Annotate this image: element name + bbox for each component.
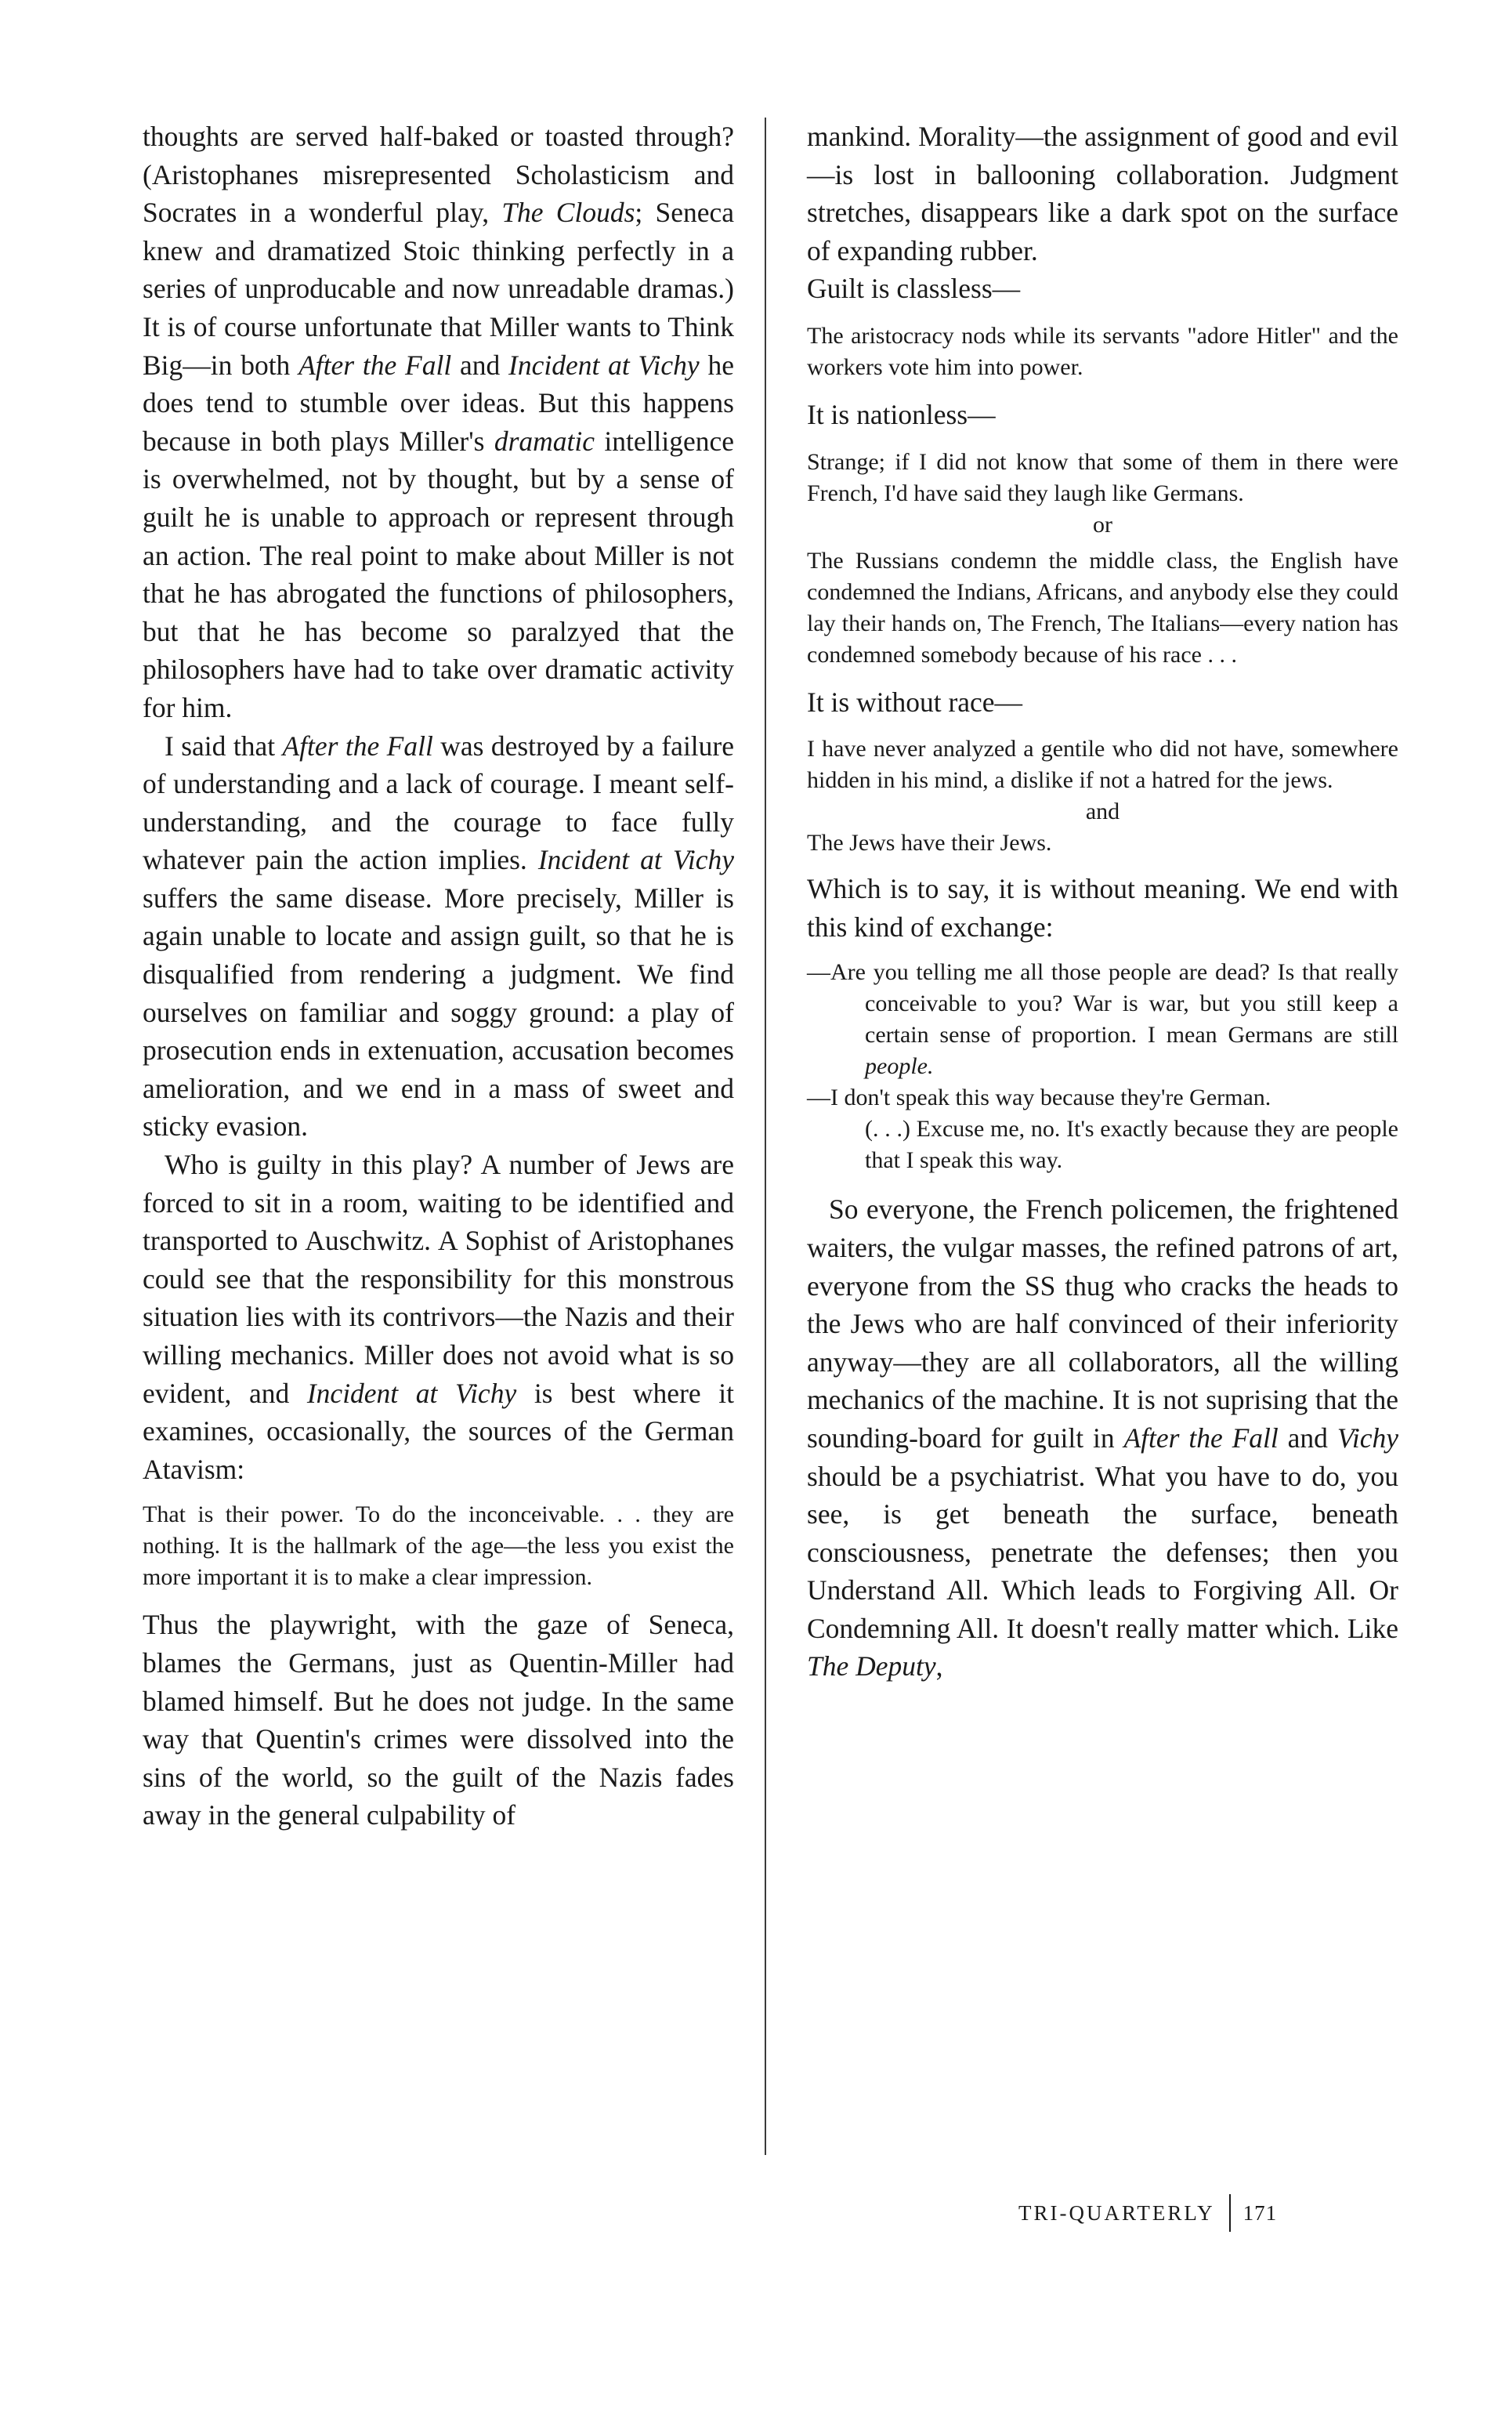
column-rule: [765, 118, 766, 2155]
connective-or: or: [1093, 511, 1112, 538]
title-italic: After the Fall: [1123, 1422, 1279, 1454]
dialogue-line: [807, 957, 1398, 1082]
connective-and: and: [1085, 799, 1120, 825]
text-run: is best where it examines, occasionally, the sources of the German Atavism:: [143, 1377, 734, 1485]
dialogue-line: —I don't speak this way because they're German.: [807, 1085, 1271, 1111]
title-italic: The Deputy: [807, 1650, 936, 1682]
text-run: Who is guilty in this play? A number of Jews are forced to sit in a room, waiting to be identified and transported to Auschwitz. A Sophist of Aristophanes could see that the responsibility for this monstrous situation lies with its contrivors—the Nazis and their willing mechanics. Miller does not avoid what is so evident, and: [143, 1149, 734, 1409]
footer-divider: [1229, 2194, 1231, 2232]
section-lead: It is without race—: [807, 686, 1023, 718]
text-run: —Are you telling me all those people are dead? Is that really conceivable to you? War is war, but you still keep a certain sense of proportion. I mean Germans are still: [807, 959, 1398, 1049]
block-quote: I have never analyzed a gentile who did not have, somewhere hidden in his mind, a dislike if not a hatred for the jews.: [807, 736, 1398, 794]
text-run: So everyone, the French policemen, the frightened waiters, the vulgar masses, the refined patrons of art, everyone from the SS thug who cracks the heads to the Jews who are half convinced of their inferiority anyway—they are all collaborators, all the willing mechanics of the machine. It is not suprising that the sounding-board for guilt in: [807, 1193, 1398, 1454]
text-run: thoughts are served half-baked or toasted through? (Aristophanes misrepresented Scholasticism and Socrates in a wonderful play,: [143, 121, 734, 229]
text-run: he does tend to stumble over ideas. But this happens because in both plays Miller's: [143, 349, 734, 457]
title-italic: Incident at Vichy: [508, 349, 700, 381]
block-quote: The aristocracy nods while its servants "adore Hitler" and the workers vote him into power.: [807, 322, 1398, 380]
text-run: intelligence is overwhelmed, not by thought, but by a sense of guilt he is unable to approach or represent through an action. The real point to make about Miller is not that he has abrogated the functions of philosophers, but that he has become so paralzyed that the philosophers have had to take over dramatic activity for him.: [143, 425, 735, 723]
emphasis-italic: people.: [865, 1053, 934, 1080]
block-quote: Strange; if I did not know that some of them in there were French, I'd have said they laugh like Germans.: [807, 448, 1398, 506]
paragraph: mankind. Morality—the assignment of good and evil—is lost in ballooning collaboration. Judgment stretches, disappears like a dark spot on the surface of expanding rubber.: [807, 121, 1398, 266]
title-italic: After the Fall: [282, 730, 433, 762]
block-quote: The Russians condemn the middle class, the English have condemned the Indians, Africans, and anybody else they could lay their hands on, The French, The Italians—every nation has condemned somebody because of his race . . .: [807, 547, 1398, 668]
text-run: and: [451, 349, 509, 381]
paragraph: [143, 727, 734, 1146]
journal-name: TRI-QUARTERLY: [1018, 2200, 1215, 2225]
title-italic: After the Fall: [298, 349, 452, 381]
block-quote: The Jews have their Jews.: [807, 830, 1052, 857]
left-column: [143, 118, 734, 1834]
title-italic: Vichy: [1337, 1422, 1398, 1454]
title-italic: Incident at Vichy: [537, 844, 734, 876]
paragraph: Which is to say, it is without meaning. We end with this kind of exchange:: [807, 873, 1398, 943]
right-column: [807, 118, 1398, 1686]
text-run: was destroyed by a failure of understanding and a lack of courage. I meant self-understanding, and the courage to face fully whatever pain the action implies.: [143, 730, 734, 876]
dialogue-line: (. . .) Excuse me, no. It's exactly because they are people that I speak this way.: [865, 1116, 1398, 1174]
title-italic: Incident at Vichy: [306, 1377, 517, 1409]
paragraph: [143, 118, 734, 727]
paragraph: [807, 1190, 1398, 1686]
page-number: 171: [1243, 2200, 1278, 2225]
text-run: I said that: [165, 730, 283, 762]
block-quote: That is their power. To do the inconceivable. . . they are nothing. It is the hallmark of the age—the less you exist the more important it is to make a clear impression.: [143, 1501, 734, 1591]
text-run: ; Seneca knew and dramatized Stoic thinking perfectly in a series of unproducable and now unreadable dramas.) It is of course unfortunate that Miller wants to Think Big—in both: [143, 197, 734, 381]
page-footer: [1018, 2194, 1277, 2232]
section-lead: Guilt is classless—: [807, 273, 1021, 305]
paragraph: Thus the playwright, with the gaze of Seneca, blames the Germans, just as Quentin-Miller had blamed himself. But he does not judge. In the same way that Quentin's crimes were dissolved into the sins of the world, so the guilt of the Nazis fades away in the general culpability of: [143, 1609, 734, 1831]
text-run: ,: [935, 1650, 943, 1682]
text-run: suffers the same disease. More precisely, Miller is again unable to locate and assign guilt, so that he is disqualified from rendering a judgment. We find ourselves on familiar and soggy ground: a play of prosecution ends in extenuation, accusation becomes amelioration, and we end in a mass of sweet and sticky evasion.: [143, 882, 734, 1143]
emphasis-italic: dramatic: [494, 425, 595, 457]
text-run: should be a psychiatrist. What you have to do, you see, is get beneath the surface, beneath consciousness, penetrate the defenses; then you Understand All. Which leads to Forgiving All. Or Condemning All. It doesn't really matter which. Like: [807, 1460, 1398, 1644]
title-italic: The Clouds: [501, 197, 635, 229]
text-run: and: [1278, 1422, 1337, 1454]
dialogue-block: [807, 957, 1398, 1176]
section-lead: It is nationless—: [807, 398, 996, 430]
paragraph: [143, 1146, 734, 1488]
